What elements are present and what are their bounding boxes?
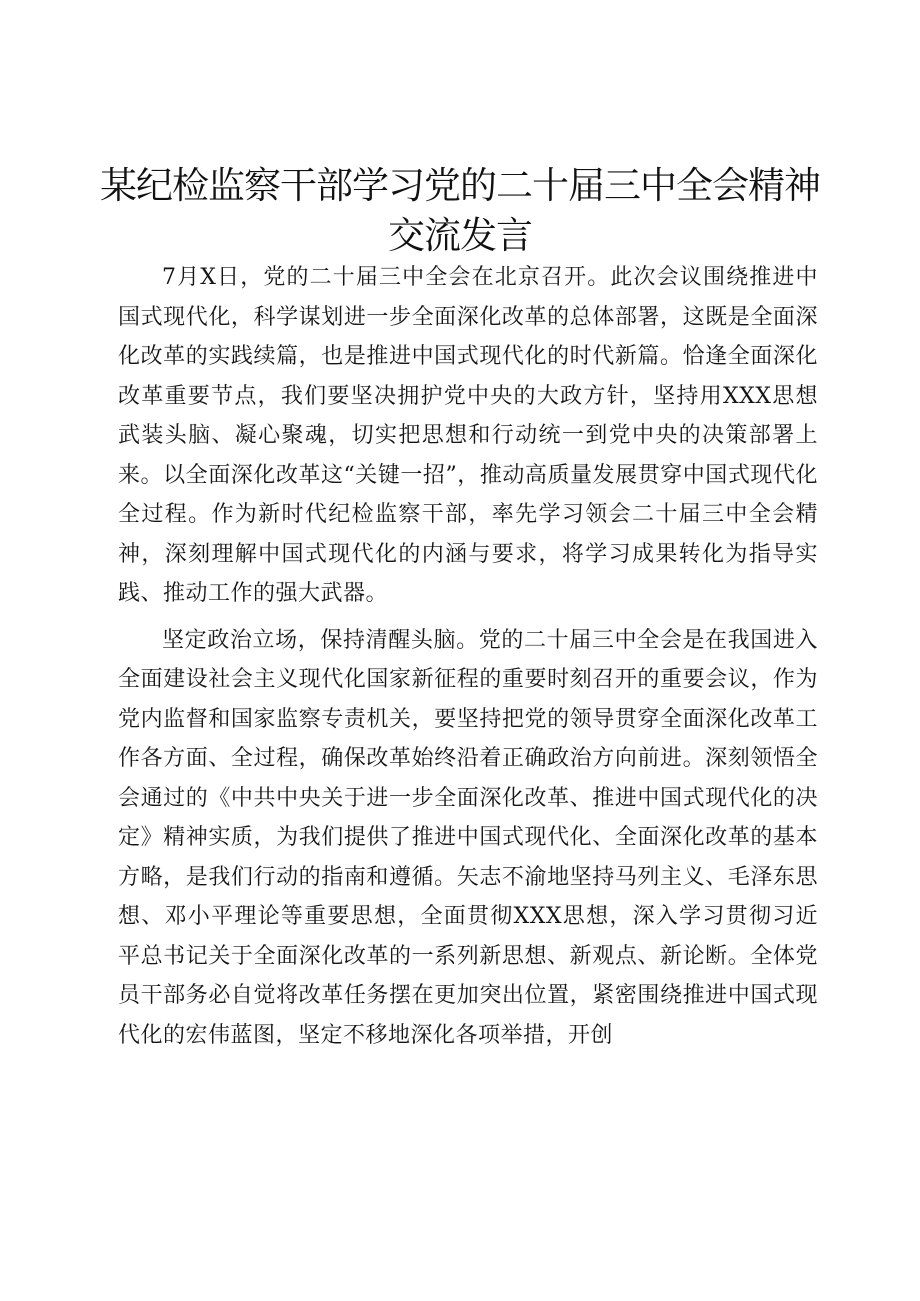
paragraph-intro: 7月X日，党的二十届三中全会在北京召开。此次会议围绕推进中国式现代化，科学谋划进一步全面深化改革的总体部署，这既是全面深化改革的实践续篇，也是推进中国式现代化的时代新篇。恰逢全面深化改革重要节点，我们要坚决拥护党中央的大政方针，坚持用XXX思想武装头脑、凝心聚魂，切实把思想和行动统一到党中央的决策部署上来。以全面深化改革这“关键一招”，推动高质量发展贯穿中国式现代化全过程。作为新时代纪检监察干部，率先学习领会二十届三中全会精神，深刻理解中国式现代化的内涵与要求，将学习成果转化为指导实践、推动工作的强大武器。 <box>118 265 818 606</box>
paragraph-political-stance: 坚定政治立场，保持清醒头脑。党的二十届三中全会是在我国进入全面建设社会主义现代化国家新征程的重要时刻召开的重要会议，作为党内监督和国家监察专责机关，要坚持把党的领导贯穿全面深化改革工作各方面、全过程，确保改革始终沿着正确政治方向前进。深刻领悟全会通过的《中共中央关于进一步全面深化改革、推进中国式现代化的决定》精神实质，为我们提供了推进中国式现代化、全面深化改革的基本方略，是我们行动的指南和遵循。矢志不渝地坚持马列主义、毛泽东思想、邓小平理论等重要思想，全面贯彻XXX思想，深入学习贯彻习近平总书记关于全面深化改革的一系列新思想、新观点、新论断。全体党员干部务必自觉将改革任务摆在更加突出位置，紧密围绕推进中国式现代化的宏伟蓝图，坚定不移地深化各项举措，开创 <box>118 627 818 1048</box>
document-title-line1: 某纪检监察干部学习党的二十届三中全会精神 <box>100 164 820 207</box>
document-title-line2: 交流发言 <box>388 214 532 257</box>
document-body <box>118 258 818 1055</box>
